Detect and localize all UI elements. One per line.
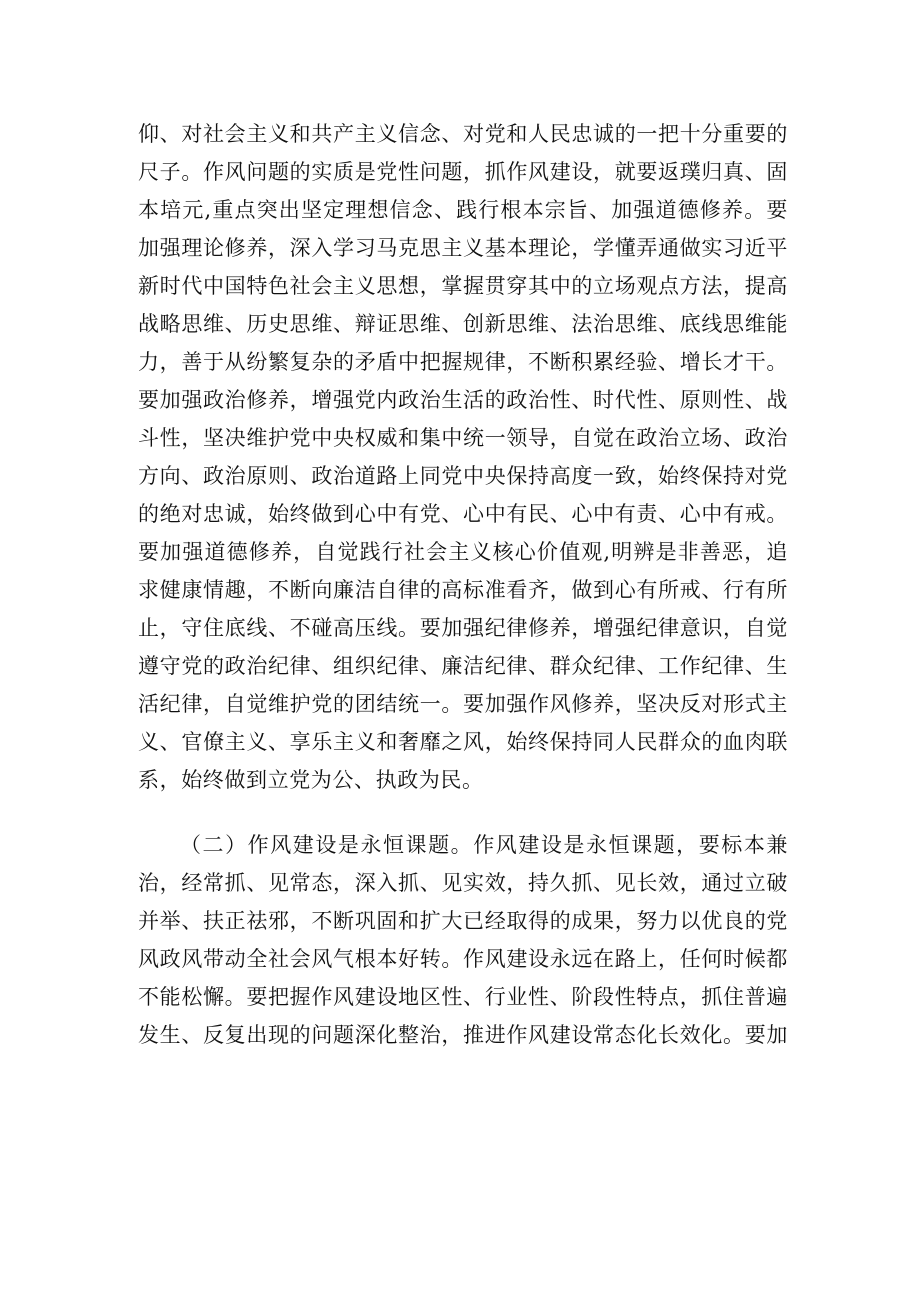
paragraph-line: 的绝对忠诚，始终做到心中有党、心中有民、心中有责、心中有戒。 [138, 502, 788, 526]
paragraph-line: 不能松懈。要把握作风建设地区性、行业性、阶段性特点，抓住普遍 [138, 985, 788, 1009]
paragraph-line: 遵守党的政治纪律、组织纪律、廉洁纪律、群众纪律、工作纪律、生 [138, 654, 788, 678]
paragraph-line: 要加强道德修养，自觉践行社会主义核心价值观,明辨是非善恶，追 [138, 540, 788, 564]
paragraph-line: 止，守住底线、不碰高压线。要加强纪律修养，增强纪律意识，自觉 [138, 616, 788, 640]
paragraph-line: 治，经常抓、见常态，深入抓、见实效，持久抓、见长效，通过立破 [138, 871, 788, 895]
paragraph-line: 风政风带动全社会风气根本好转。作风建设永远在路上，任何时候都 [138, 947, 788, 971]
paragraph-line: 战略思维、历史思维、辩证思维、创新思维、法治思维、底线思维能 [138, 312, 788, 336]
paragraph-line: 本培元,重点突出坚定理想信念、践行根本宗旨、加强道德修养。要 [138, 198, 788, 222]
paragraph-line: 活纪律，自觉维护党的团结统一。要加强作风修养，坚决反对形式主 [138, 692, 788, 716]
paragraph-line: 加强理论修养，深入学习马克思主义基本理论，学懂弄通做实习近平 [138, 236, 788, 260]
section-heading-line: （二）作风建设是永恒课题。作风建设是永恒课题，要标本兼 [180, 833, 788, 857]
paragraph-line: 并举、扶正祛邪，不断巩固和扩大已经取得的成果，努力以优良的党 [138, 909, 788, 933]
paragraph-line: 新时代中国特色社会主义思想，掌握贯穿其中的立场观点方法，提高 [138, 274, 788, 298]
paragraph-line: 尺子。作风问题的实质是党性问题，抓作风建设，就要返璞归真、固 [138, 160, 788, 184]
paragraph-line: 发生、反复出现的问题深化整治，推进作风建设常态化长效化。要加 [138, 1023, 788, 1047]
paragraph-line: 求健康情趣，不断向廉洁自律的高标准看齐，做到心有所戒、行有所 [138, 578, 788, 602]
paragraph-line: 仰、对社会主义和共产主义信念、对党和人民忠诚的一把十分重要的 [138, 122, 788, 146]
paragraph-line: 斗性，坚决维护党中央权威和集中统一领导，自觉在政治立场、政治 [138, 426, 788, 450]
paragraph-line: 要加强政治修养，增强党内政治生活的政治性、时代性、原则性、战 [138, 388, 788, 412]
paragraph-last-line: 系，始终做到立党为公、执政为民。 [138, 768, 484, 792]
paragraph-line: 义、官僚主义、享乐主义和奢靡之风，始终保持同人民群众的血肉联 [138, 730, 788, 754]
paragraph-line: 力，善于从纷繁复杂的矛盾中把握规律，不断积累经验、增长才干。 [138, 350, 788, 374]
paragraph-line: 方向、政治原则、政治道路上同党中央保持高度一致，始终保持对党 [138, 464, 788, 488]
